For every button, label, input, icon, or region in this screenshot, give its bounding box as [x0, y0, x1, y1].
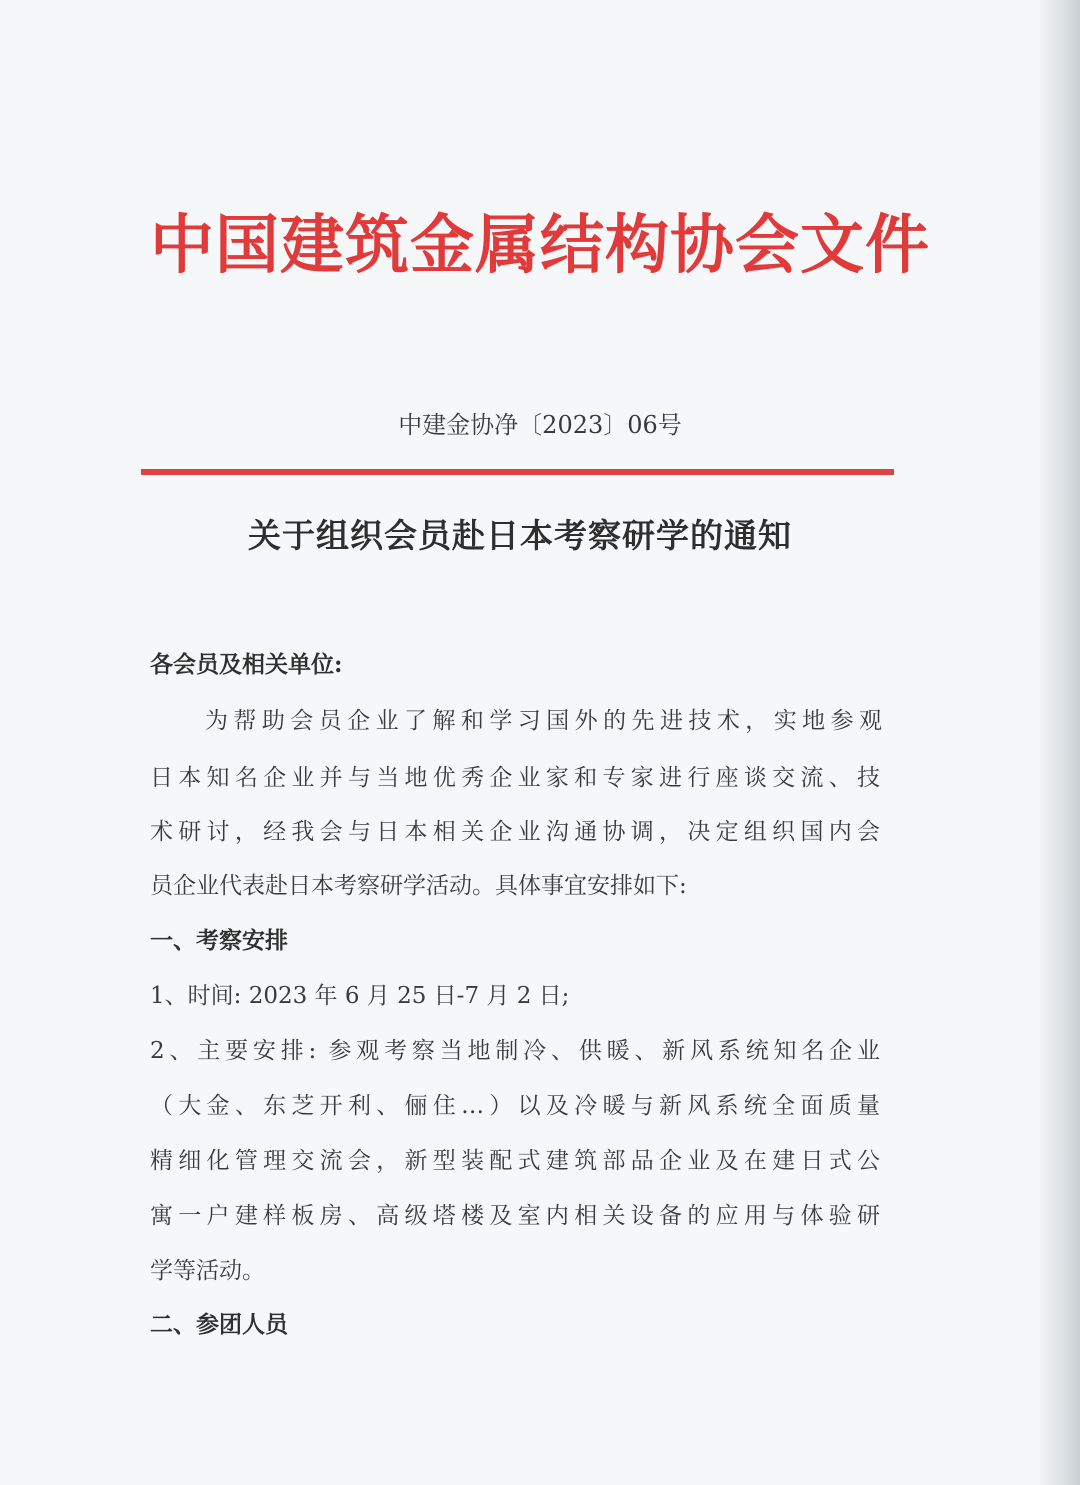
issuer-header-title: 中国建筑金属结构协会文件 — [150, 208, 930, 283]
section-1-item-2-line-2: （大金、东芝开利、俪住…）以及冷暖与新风系统全面质量 — [150, 1093, 880, 1119]
section-1-item-2-line-5: 学等活动。 — [150, 1258, 265, 1284]
intro-line-1: 为帮助会员企业了解和学习国外的先进技术，实地参观 — [205, 708, 882, 734]
section-1-item-1: 1、时间: 2023 年 6 月 25 日-7 月 2 日; — [150, 983, 570, 1009]
section-1-item-2-line-1: 2、主要安排: 参观考察当地制冷、供暖、新风系统知名企业 — [150, 1038, 880, 1064]
document-number: 中建金协净〔2023〕06号 — [398, 411, 682, 439]
scan-edge-shadow — [1040, 0, 1080, 1485]
salutation: 各会员及相关单位: — [150, 651, 343, 678]
red-divider-line — [141, 469, 894, 475]
section-2-heading: 二、参团人员 — [150, 1311, 288, 1338]
intro-line-4: 员企业代表赴日本考察研学活动。具体事宜安排如下: — [150, 873, 687, 899]
section-1-item-2-line-3: 精细化管理交流会，新型装配式建筑部品企业及在建日式公 — [150, 1148, 880, 1174]
intro-line-3: 术研讨，经我会与日本相关企业沟通协调，决定组织国内会 — [150, 819, 880, 845]
section-1-item-2-line-4: 寓一户建样板房、高级塔楼及室内相关设备的应用与体验研 — [150, 1203, 880, 1229]
section-1-heading: 一、考察安排 — [150, 927, 288, 954]
intro-line-2: 日本知名企业并与当地优秀企业家和专家进行座谈交流、技 — [150, 765, 880, 791]
notice-title: 关于组织会员赴日本考察研学的通知 — [248, 516, 792, 555]
